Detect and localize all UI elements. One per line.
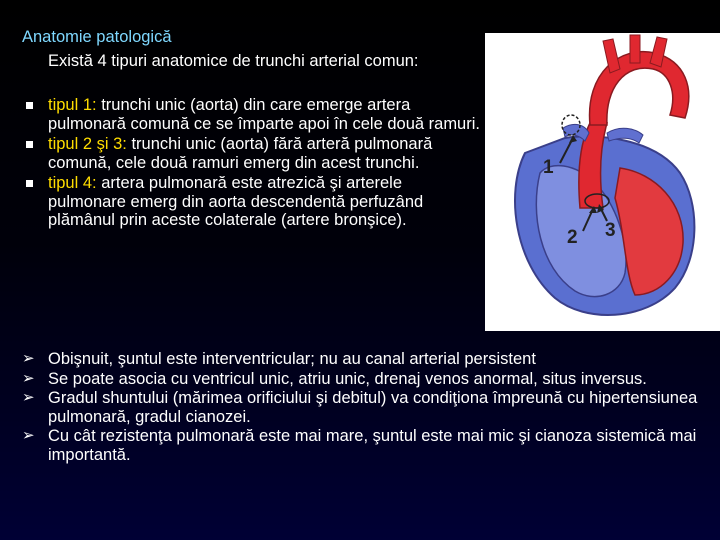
type-item-3	[22, 174, 482, 230]
arrow-bullet-icon: ➢	[22, 350, 35, 367]
type-label-2: tipul 2 şi 3:	[48, 135, 127, 153]
arrow-bullet-icon: ➢	[22, 369, 35, 387]
figure-label-3: 3	[605, 220, 616, 241]
type-label-1: tipul 1:	[48, 96, 97, 114]
note-text-4: Cu cât rezistenţa pulmonară este mai mare, şuntul este mai mic şi cianoza sistemică mai importantă.	[48, 427, 697, 464]
type-text-3: artera pulmonară este atrezică şi arterele pulmonare emerg din aorta descendentă perfuzând plămânul prin aceste colaterale (artere bronşice).	[48, 174, 424, 229]
square-bullet-icon	[26, 141, 33, 148]
note-item-2	[22, 370, 712, 389]
type-label-3: tipul 4:	[48, 174, 97, 192]
type-item-2	[22, 135, 482, 172]
type-list	[22, 96, 482, 232]
heart-diagram	[485, 33, 720, 331]
note-item-4	[22, 427, 712, 464]
square-bullet-icon	[26, 102, 33, 109]
note-text-2: Se poate asocia cu ventricul unic, atriu unic, drenaj venos anormal, situs inversus.	[48, 369, 647, 388]
type-item-1	[22, 96, 482, 133]
figure-label-2: 2	[567, 227, 578, 248]
note-text-3: Gradul shuntului (mărimea orificiului şi debitul) va condiţiona împreună cu hipertensiunea pulmonară, gradul cianozei.	[48, 389, 698, 426]
square-bullet-icon	[26, 180, 33, 187]
type-text-1: trunchi unic (aorta) din care emerge artera pulmonară comună ce se împarte apoi în cele două ramuri.	[48, 96, 480, 133]
note-text-1: Obişnuit, şuntul este interventricular; nu au canal arterial persistent	[48, 350, 536, 368]
slide-title: Anatomie patologică	[22, 28, 172, 46]
notes-list	[22, 350, 712, 465]
intro-text: Există 4 tipuri anatomice de trunchi arterial comun:	[48, 52, 419, 70]
figure-label-1: 1	[543, 157, 554, 178]
type-text-2: trunchi unic (aorta) fără arteră pulmonară comună, cele două ramuri emerg din acest trunchi.	[48, 135, 433, 172]
arrow-bullet-icon: ➢	[22, 427, 35, 444]
note-item-1	[22, 350, 712, 369]
note-item-3	[22, 389, 712, 426]
arrow-bullet-icon: ➢	[22, 389, 35, 406]
